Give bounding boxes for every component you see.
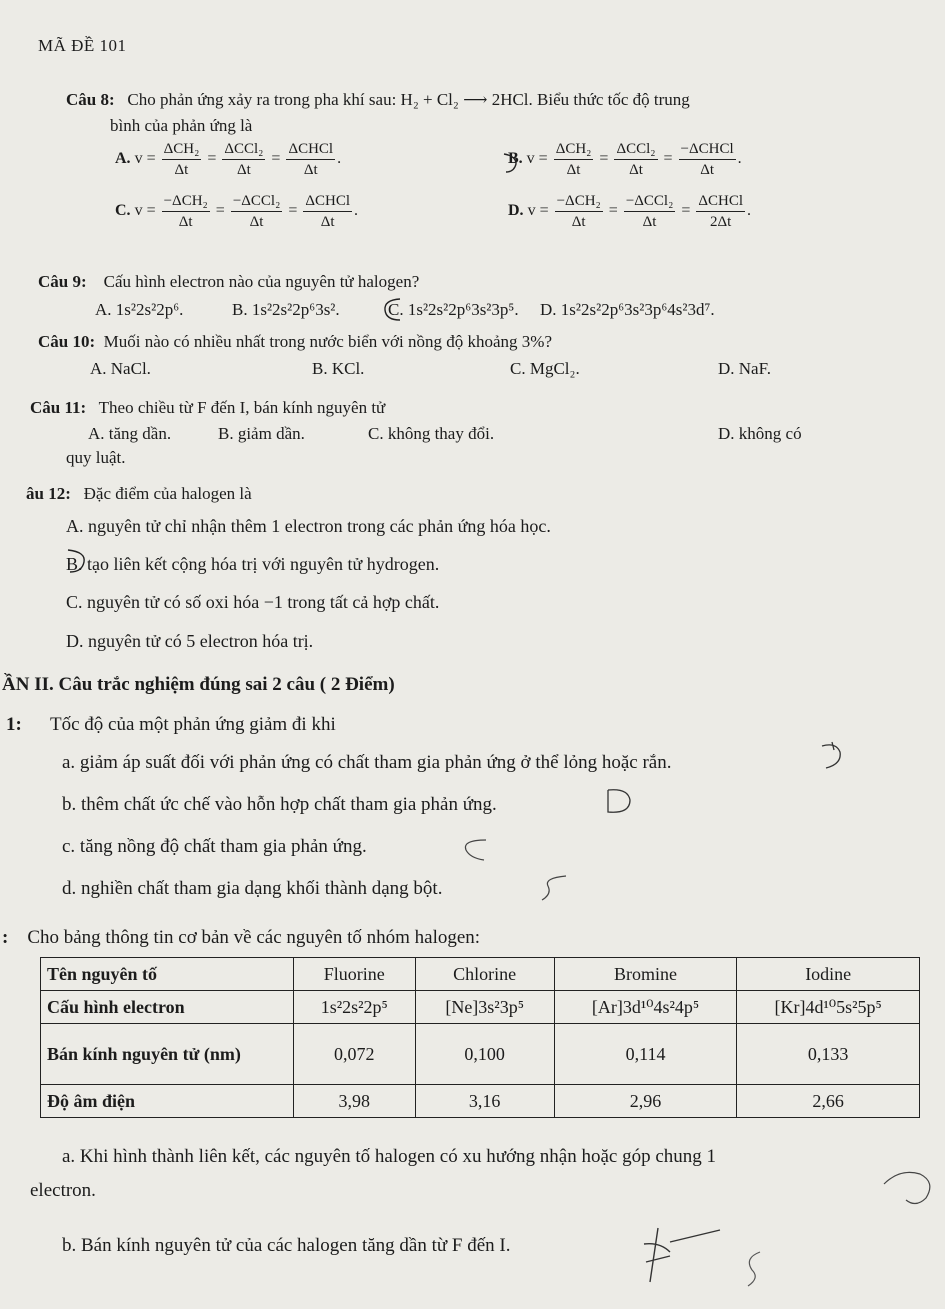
p2-q2-b-mark bbox=[640, 1222, 780, 1292]
p2-q2-a-mark bbox=[880, 1160, 940, 1210]
p2-q2-text: Cho bảng thông tin cơ bản về các nguyên tố nhóm halogen: bbox=[27, 927, 481, 948]
q8d-frac1: $\frac{\text{−ΔCH₂}}{\Delta t}$ bbox=[556, 193, 601, 230]
q8-option-b[interactable]: B. v = $\frac{\text{ΔCH₂}}{\Delta t}$ = $\frac{\text{ΔCCl₂}}{\Delta t}$ = $\frac{\text{−ΔCHCl}}{\Delta t}$ . bbox=[508, 141, 742, 178]
q10-option-d[interactable]: D. NaF. bbox=[718, 359, 771, 378]
q12-text: Đặc điểm của halogen là bbox=[83, 484, 252, 503]
part2-title: ẦN II. Câu trắc nghiệm đúng sai 2 câu ( 2 Điểm) bbox=[2, 674, 395, 695]
table-cell: Bán kính nguyên tử (nm) bbox=[41, 1024, 294, 1085]
q8c-frac2: $\frac{\text{−ΔCCl₂}}{\Delta t}$ bbox=[232, 193, 281, 230]
p2-q1-d[interactable]: d. nghiền chất tham gia dạng khối thành dạng bột. bbox=[62, 878, 443, 899]
q9-c-choice-mark bbox=[380, 296, 410, 324]
table-cell: 0,100 bbox=[415, 1024, 554, 1085]
q9-option-a[interactable]: A. 1s²2s²2p⁶. bbox=[95, 300, 184, 319]
p2-q2-b[interactable]: b. Bán kính nguyên tử của các halogen tăng dần từ F đến I. bbox=[62, 1235, 511, 1256]
q9-line: Câu 9: Cấu hình electron nào của nguyên tử halogen? bbox=[38, 272, 420, 291]
table-cell: 3,98 bbox=[294, 1085, 416, 1118]
q10-line: Câu 10: Muối nào có nhiều nhất trong nước biển với nồng độ khoảng 3%? bbox=[38, 332, 552, 351]
q8-text: Cho phản ứng xảy ra trong pha khí sau: H₂ + Cl₂ ⟶ 2HCl. Biểu thức tốc độ trung bbox=[127, 90, 690, 109]
q10-option-a[interactable]: A. NaCl. bbox=[90, 359, 151, 378]
q8c-frac3: $\frac{\text{ΔCHCl}}{\Delta t}$ bbox=[305, 193, 351, 230]
table-cell: 2,96 bbox=[554, 1085, 737, 1118]
q12-b-choice-mark bbox=[60, 546, 92, 576]
p2-q1-d-mark bbox=[536, 870, 576, 904]
table-header-cell: Bromine bbox=[554, 958, 737, 991]
table-header-cell: Fluorine bbox=[294, 958, 416, 991]
p2-q1-b[interactable]: b. thêm chất ức chế vào hỗn hợp chất tham gia phản ứng. bbox=[62, 794, 497, 815]
q10-option-b[interactable]: B. KCl. bbox=[312, 359, 365, 378]
p2-q1-c-mark bbox=[456, 834, 496, 864]
table-cell: 1s²2s²2p⁵ bbox=[294, 991, 416, 1024]
q8-option-d[interactable]: D. v = $\frac{\text{−ΔCH₂}}{\Delta t}$ = $\frac{\text{−ΔCCl₂}}{\Delta t}$ = $\frac{\text{ΔCHCl}}{2\Delta t}$ . bbox=[508, 193, 752, 230]
q8d-frac3: $\frac{\text{ΔCHCl}}{2\Delta t}$ bbox=[698, 193, 744, 230]
table-cell: [Ar]3d¹⁰4s²4p⁵ bbox=[554, 991, 737, 1024]
table-row bbox=[41, 991, 920, 1024]
q12-option-b[interactable]: B. tạo liên kết cộng hóa trị với nguyên tử hydrogen. bbox=[66, 554, 440, 574]
q12-line: âu 12: Đặc điểm của halogen là bbox=[26, 484, 252, 503]
q12-option-c[interactable]: C. nguyên tử có số oxi hóa −1 trong tất cả hợp chất. bbox=[66, 592, 440, 612]
q11-option-a[interactable]: A. tăng dần. bbox=[88, 424, 172, 443]
p2-q1-a-mark bbox=[812, 738, 852, 774]
q11-line: Câu 11: Theo chiều từ F đến I, bán kính nguyên tử bbox=[30, 398, 386, 417]
q8b-frac1: $\frac{\text{ΔCH₂}}{\Delta t}$ bbox=[555, 141, 592, 178]
table-cell: 3,16 bbox=[415, 1085, 554, 1118]
q9-option-b[interactable]: B. 1s²2s²2p⁶3s². bbox=[232, 300, 340, 319]
q11-text: Theo chiều từ F đến I, bán kính nguyên tử bbox=[98, 398, 386, 417]
q8-line1 bbox=[66, 90, 690, 110]
q12-option-a[interactable]: A. nguyên tử chỉ nhận thêm 1 electron trong các phản ứng hóa học. bbox=[66, 516, 551, 536]
q11-option-b[interactable]: B. giảm dần. bbox=[218, 424, 305, 443]
q11-option-c[interactable]: C. không thay đổi. bbox=[368, 424, 495, 443]
table-cell: 0,133 bbox=[737, 1024, 920, 1085]
table-header-row bbox=[41, 958, 920, 991]
q8-option-a[interactable]: A. v = $\frac{\text{ΔCH₂}}{\Delta t}$ = $\frac{\text{ΔCCl₂}}{\Delta t}$ = $\frac{\text{ΔCHCl}}{\Delta t}$ . bbox=[115, 141, 342, 178]
table-cell: 0,114 bbox=[554, 1024, 737, 1085]
table-cell: [Kr]4d¹⁰5s²5p⁵ bbox=[737, 991, 920, 1024]
table-cell: Cấu hình electron bbox=[41, 991, 294, 1024]
q8c-frac1: $\frac{\text{−ΔCH₂}}{\Delta t}$ bbox=[163, 193, 208, 230]
table-cell: Độ âm điện bbox=[41, 1085, 294, 1118]
p2-q2-a-cont: electron. bbox=[30, 1180, 96, 1201]
q11-option-d[interactable]: D. không có bbox=[718, 424, 802, 443]
q8-option-c[interactable]: C. v = $\frac{\text{−ΔCH₂}}{\Delta t}$ = $\frac{\text{−ΔCCl₂}}{\Delta t}$ = $\frac{\text{ΔCHCl}}{\Delta t}$ . bbox=[115, 193, 359, 230]
exam-code: MÃ ĐỀ 101 bbox=[38, 36, 127, 55]
q8b-frac2: $\frac{\text{ΔCCl₂}}{\Delta t}$ bbox=[616, 141, 656, 178]
q8a-frac2: $\frac{\text{ΔCCl₂}}{\Delta t}$ bbox=[224, 141, 264, 178]
p2-q2-a[interactable]: a. Khi hình thành liên kết, các nguyên tố halogen có xu hướng nhận hoặc góp chung 1 bbox=[62, 1146, 717, 1167]
q10-text: Muối nào có nhiều nhất trong nước biển với nồng độ khoảng 3%? bbox=[103, 332, 552, 351]
q8-b-choice-mark bbox=[500, 150, 526, 176]
table-cell: [Ne]3s²3p⁵ bbox=[415, 991, 554, 1024]
p2-q1-line: 1: Tốc độ của một phản ứng giảm đi khi bbox=[6, 714, 336, 735]
table-header-cell: Chlorine bbox=[415, 958, 554, 991]
p2-q1-c[interactable]: c. tăng nồng độ chất tham gia phản ứng. bbox=[62, 836, 367, 857]
table-header-cell: Tên nguyên tố bbox=[41, 958, 294, 991]
q9-option-c[interactable]: C. 1s²2s²2p⁶3s²3p⁵. bbox=[388, 300, 519, 319]
table-row bbox=[41, 1024, 920, 1085]
q8b-frac3: $\frac{\text{−ΔCHCl}}{\Delta t}$ bbox=[680, 141, 734, 178]
q8-line2: bình của phản ứng là bbox=[110, 116, 253, 135]
q8-number: Câu 8: bbox=[66, 90, 115, 109]
q9-text: Cấu hình electron nào của nguyên tử halogen? bbox=[103, 272, 420, 291]
q9-option-d[interactable]: D. 1s²2s²2p⁶3s²3p⁶4s²3d⁷. bbox=[540, 300, 715, 319]
q8a-frac1: $\frac{\text{ΔCH₂}}{\Delta t}$ bbox=[163, 141, 200, 178]
table-row bbox=[41, 1085, 920, 1118]
table-cell: 0,072 bbox=[294, 1024, 416, 1085]
halogen-table bbox=[40, 957, 920, 1118]
q12-option-d[interactable]: D. nguyên tử có 5 electron hóa trị. bbox=[66, 631, 314, 651]
table-cell: 2,66 bbox=[737, 1085, 920, 1118]
p2-q1-text: Tốc độ của một phản ứng giảm đi khi bbox=[50, 714, 336, 735]
q10-option-c[interactable]: C. MgCl₂. bbox=[510, 359, 580, 378]
p2-q1-a[interactable]: a. giảm áp suất đối với phản ứng có chất tham gia phản ứng ở thể lỏng hoặc rắn. bbox=[62, 752, 672, 773]
q11-option-d-cont: quy luật. bbox=[66, 448, 126, 467]
p2-q1-b-mark bbox=[600, 784, 640, 818]
p2-q2-line: : Cho bảng thông tin cơ bản về các nguyên tố nhóm halogen: bbox=[2, 927, 481, 948]
q8d-frac2: $\frac{\text{−ΔCCl₂}}{\Delta t}$ bbox=[625, 193, 674, 230]
table-header-cell: Iodine bbox=[737, 958, 920, 991]
q8a-frac3: $\frac{\text{ΔCHCl}}{\Delta t}$ bbox=[288, 141, 334, 178]
